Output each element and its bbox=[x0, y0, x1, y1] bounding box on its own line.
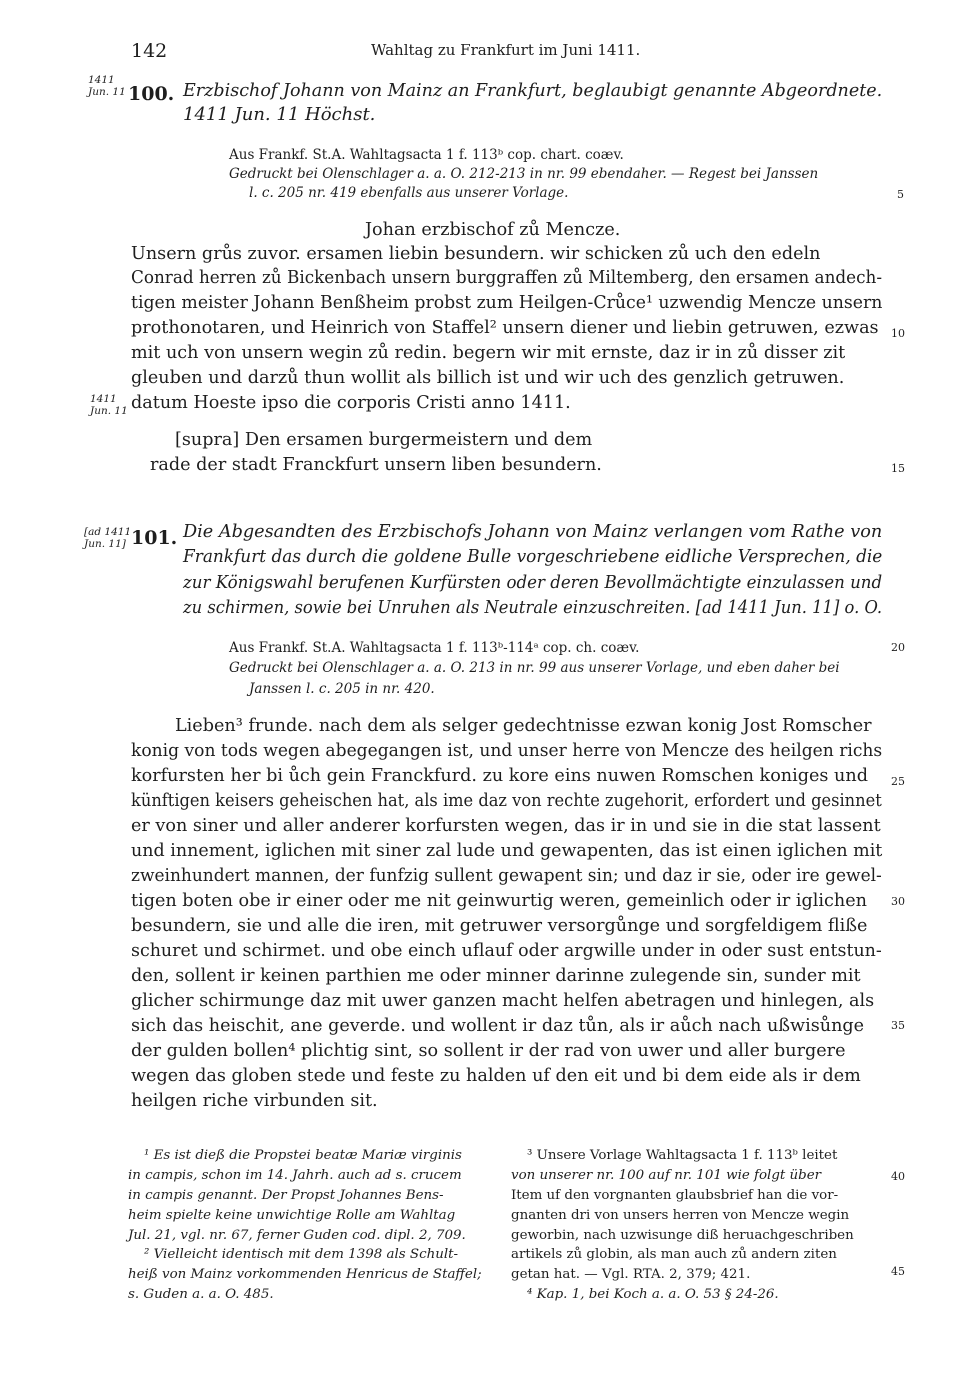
doc100-source-line-3: l. c. 205 nr. 419 ebenfalls aus unserer Vorlage. bbox=[249, 185, 569, 201]
footnote-left-line-3: in campis genannt. Der Propst Johannes Bens- bbox=[128, 1188, 444, 1203]
doc101-text-line-15: wegen das globen stede und feste zu halden uf den eit und bi dem eide als ir dem bbox=[131, 1066, 861, 1086]
running-title: Wahltag zu Frankfurt im Juni 1411. bbox=[371, 41, 641, 59]
doc101-text-line-8: tigen boten obe ir einer oder me nit geinwurtig weren, gemeinlich oder ir iglichen bbox=[131, 891, 867, 911]
doc100-regest-line-1: Erzbischof Johann von Mainz an Frankfurt, beglaubigt genannte Abgeordnete. bbox=[183, 80, 883, 101]
margin-day: Jun. 11] bbox=[84, 538, 126, 550]
line-number: 10 bbox=[891, 327, 905, 340]
doc100-regest-line-2: 1411 Jun. 11 Höchst. bbox=[183, 104, 376, 125]
margin-year: 1411 bbox=[90, 393, 117, 405]
doc101-text-line-14: der gulden bollen⁴ plichtig sint, so sollent ir der rad von uwer und aller burgere bbox=[131, 1041, 846, 1061]
line-number: 30 bbox=[891, 895, 905, 908]
doc100-source-line-2: Gedruckt bei Olenschlager a. a. O. 212-213 in nr. 99 ebendaher. — Regest bei Janssen bbox=[229, 166, 819, 182]
line-number: 45 bbox=[891, 1265, 905, 1278]
margin-day: Jun. 11 bbox=[90, 405, 128, 417]
doc101-text-line-6: und innement, iglichen mit siner zal lude und gewapenten, das ist einen iglichen mit bbox=[131, 841, 883, 861]
footnote-left-line-7: heiß von Mainz vorkommenden Henricus de Staffel; bbox=[128, 1267, 482, 1282]
doc101-source-line-3: Janssen l. c. 205 in nr. 420. bbox=[249, 681, 435, 697]
doc100-text-line-3: tigen meister Johann Benßheim probst zum Heilgen-Crůce¹ uzwendig Mencze unsern bbox=[131, 293, 883, 313]
page-number: 142 bbox=[131, 40, 168, 62]
doc100-text-line-1: Unsern grůs zuvor. ersamen liebin besundern. wir schicken zů uch den edeln bbox=[131, 244, 821, 264]
doc100-margin-date-2 bbox=[90, 393, 128, 417]
footnote-right-line-1: ³ Unsere Vorlage Wahltagsacta 1 f. 113ᵇ leitet bbox=[527, 1148, 838, 1163]
footnote-left-line-6: ² Vielleicht identisch mit dem 1398 als Schult- bbox=[144, 1247, 459, 1262]
doc101-text-line-3: korfursten her bi ůch gein Franckfurd. zu kore eins nuwen Romschen koniges und bbox=[131, 766, 868, 786]
doc100-number: 100. bbox=[128, 83, 175, 105]
margin-day: Jun. 11 bbox=[88, 86, 126, 98]
doc101-text-line-11: den, sollent ir keinen parthien me oder minner darinne zulegende sin, sunder mit bbox=[131, 966, 861, 986]
footnote-right-line-8: ⁴ Kap. 1, bei Koch a. a. O. 53 § 24-26. bbox=[527, 1287, 779, 1302]
doc101-text-line-12: glicher schirmunge daz mit uwer ganzen macht helfen abetragen und hinlegen, als bbox=[131, 991, 875, 1011]
doc101-source-line-2: Gedruckt bei Olenschlager a. a. O. 213 in nr. 99 aus unserer Vorlage, und eben daher bei bbox=[229, 660, 840, 676]
doc101-source-line-1: Aus Frankf. St.A. Wahltagsacta 1 f. 113ᵇ-114ᵃ cop. ch. coæv. bbox=[229, 640, 640, 656]
line-number: 15 bbox=[891, 462, 905, 475]
footnote-right-line-7: getan hat. — Vgl. RTA. 2, 379; 421. bbox=[511, 1267, 751, 1282]
doc101-text-line-9: besundern, sie und alle die iren, mit getruwer versorgůnge und sorgfeldigem fliße bbox=[131, 916, 868, 936]
doc100-source-line-1: Aus Frankf. St.A. Wahltagsacta 1 f. 113ᵇ cop. chart. coæv. bbox=[229, 147, 624, 163]
doc101-regest-line-1: Die Abgesandten des Erzbischofs Johann von Mainz verlangen vom Rathe von bbox=[183, 521, 883, 542]
footnote-left-line-1: ¹ Es ist dieß die Propstei beatæ Mariæ virginis bbox=[144, 1148, 462, 1163]
margin-year: 1411 bbox=[88, 74, 115, 86]
margin-year: [ad 1411 bbox=[84, 526, 132, 538]
doc101-text-line-2: konig von tods wegen abegegangen ist, und unser herre von Mencze des heilgen richs bbox=[131, 741, 883, 761]
doc101-regest-line-3: zur Königswahl berufenen Kurfürsten oder deren Bevollmächtigte einzulassen und bbox=[183, 572, 883, 593]
doc101-text-line-4: künftigen keisers geheischen hat, als ime daz von rechte zugehorit, erfordert und gesinnet bbox=[131, 791, 882, 811]
doc100-letter-heading: Johan erzbischof zů Mencze. bbox=[365, 220, 621, 240]
footnote-left-line-8: s. Guden a. a. O. 485. bbox=[128, 1287, 274, 1302]
doc100-address-line-2: rade der stadt Franckfurt unsern liben besundern. bbox=[150, 455, 602, 475]
doc101-text-line-13: sich das heischit, ane geverde. und wollent ir daz tůn, als ir aůch nach ußwisůnge bbox=[131, 1016, 865, 1036]
doc100-text-line-5: mit uch von unsern wegin zů redin. begern wir mit ernste, daz ir in zů disser zit bbox=[131, 343, 846, 363]
footnote-left-line-2: in campis, schon im 14. Jahrh. auch ad s. crucem bbox=[128, 1168, 462, 1183]
doc101-text-line-5: er von siner und aller anderer korfursten wegen, das ir in und sie in die stat lassent bbox=[131, 816, 881, 836]
footnote-right-line-2: von unserer nr. 100 auf nr. 101 wie folgt über bbox=[511, 1168, 822, 1183]
footnote-left-line-4: heim spielte keine unwichtige Rolle am Wahltag bbox=[128, 1208, 456, 1223]
doc101-regest-line-4: zu schirmen, sowie bei Unruhen als Neutrale einzuschreiten. [ad 1411 Jun. 11] o. O. bbox=[183, 597, 883, 618]
doc100-text-line-7: datum Hoeste ipso die corporis Cristi anno 1411. bbox=[131, 393, 571, 413]
line-number: 35 bbox=[891, 1019, 905, 1032]
footnote-right-line-5: geworbin, nach uzwisunge diß heruachgeschriben bbox=[511, 1228, 854, 1243]
doc101-margin-date bbox=[84, 526, 131, 550]
line-number: 5 bbox=[897, 188, 904, 201]
line-number: 40 bbox=[891, 1170, 905, 1183]
footnote-right-line-3: Item uf den vorgnanten glaubsbrief han die vor- bbox=[511, 1188, 839, 1203]
footnote-left-line-5: Jul. 21, vgl. nr. 67, ferner Guden cod. dipl. 2, 709. bbox=[128, 1228, 466, 1243]
doc100-margin-date bbox=[88, 74, 126, 98]
doc101-text-line-1: Lieben³ frunde. nach dem als selger gedechtnisse ezwan konig Jost Romscher bbox=[175, 716, 872, 736]
doc100-text-line-2: Conrad herren zů Bickenbach unsern burggraffen zů Miltemberg, den ersamen andech- bbox=[131, 268, 883, 288]
line-number: 20 bbox=[891, 641, 905, 654]
doc101-text-line-16: heilgen riche virbunden sit. bbox=[131, 1091, 378, 1111]
footnote-right-line-4: gnanten dri von unsers herren von Mencze wegin bbox=[511, 1208, 850, 1223]
footnote-right-line-6: artikels zů globin, als man auch zů andern ziten bbox=[511, 1247, 837, 1262]
doc100-address-line-1: [supra] Den ersamen burgermeistern und dem bbox=[175, 430, 593, 450]
doc100-text-line-4: prothonotaren, und Heinrich von Staffel² unsern diener und liebin getruwen, ezwas bbox=[131, 318, 879, 338]
doc101-regest-line-2: Frankfurt das durch die goldene Bulle vorgeschriebene eidliche Versprechen, die bbox=[183, 546, 883, 567]
doc100-text-line-6: gleuben und darzů thun wollit als billich ist und wir uch des genzlich getruwen. bbox=[131, 368, 845, 388]
doc101-text-line-7: zweinhundert mannen, der funfzig sullent gewapent sin; und daz ir sie, oder ire gewel- bbox=[131, 866, 882, 886]
doc101-number: 101. bbox=[131, 527, 178, 549]
line-number: 25 bbox=[891, 775, 905, 788]
doc101-text-line-10: schuret und schirmet. und obe einch uflauf oder argwille under in oder sust entstun- bbox=[131, 941, 882, 961]
